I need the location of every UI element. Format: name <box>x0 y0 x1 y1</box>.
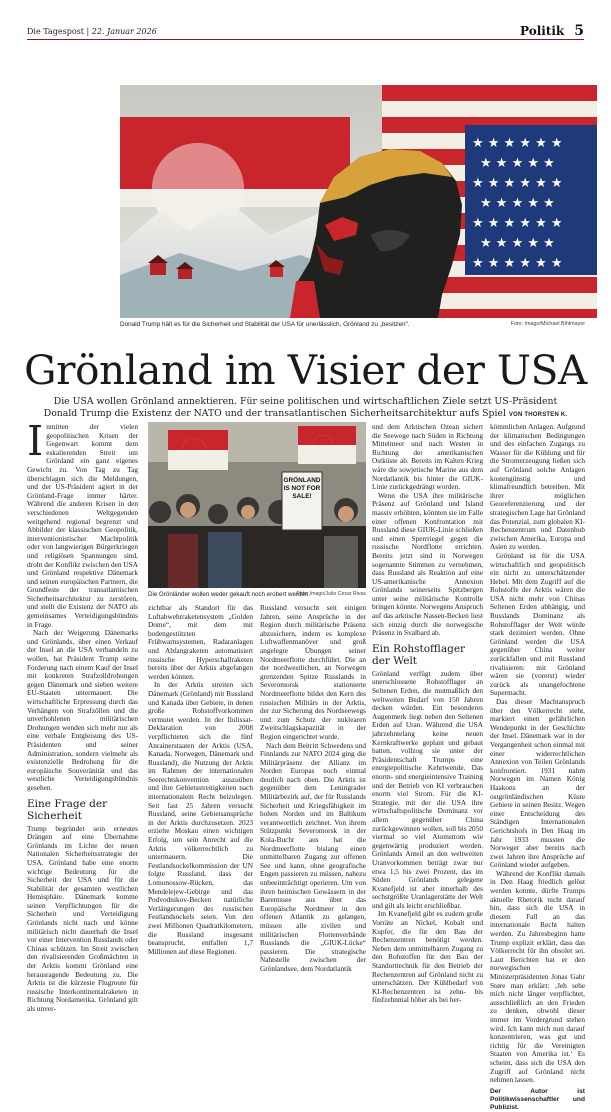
subheading: Eine Frage der Sicherheit <box>27 797 108 822</box>
photo2-caption <box>148 591 366 598</box>
paragraph: In der Arktis streiten sich Dänemark (Grönland) mit Russland und Kanada über Gebiete, in denen große Rohstoffvorkommen vermutet werden. In der Ilulissat-Deklaration von 2008 verpflichteten sich die fünf Anrainerstaaten der Arktis (USA, Kanada, Norwegen, Dänemark und Russland), die Nutzung der Arktis im Rahmen der internationalen Seerechtskonvention auszuüben und ihre Gebietsstreitigkeiten nach internationalem Recht beizulegen. Seit fast 25 Jahren versucht Russland, seine Gebietsansprüche in der Arktis durchzusetzen. 2023 erzielte Moskau einen wichtigen Erfolg, um sein Anrecht auf die Arktis völkerrechtlich zu untermauern. Die Festlandsockelkommission der UN folgte Russland, dass der Lomonossow-Rücken, das Mendelejew-Gebirge und das Podvodnikov-Becken natürliche Verlängerungen des russischen Festlandsockels seien. Von den zwei Millionen Quadratkilometern, die Russland insgesamt beansprucht, entfallen 1,7 Millionen auf diese Regionen. <box>148 680 253 956</box>
byline: VON THORSTEN K. <box>508 411 568 418</box>
lead-paragraph: Inmitten der vielen geopolitischen Krisen der Gegenwart kommt dem eskalierenden Streit um Grönland ein ganz eigenes Gewicht zu. Von Tag zu Tag überschlagen sich die Meldungen, und der US-Präsident agiert in der Grönland-Frage immer härter. Während die anderen Krisen in den verschiedenen Weltgegenden weitgehend regional begrenzt und Abbilder der klassischen Geopolitik, interventionistischer Machtpolitik oder von langwierigen Bürgerkriegen und religiösen Spannungen sind, droht der Konflikt zwischen den USA und Grönland respektive Dänemark und seinen europäischen Partnern, die Grundfeste der transatlantischen Sicherheitsarchitektur zu zerstören, und stellt die Existenz der NATO als gemeinsames Verteidigungsbündnis in Frage. <box>27 417 138 629</box>
dropcap: I <box>27 417 44 465</box>
paragraph: Grönland ist für die USA wirtschaftlich und geopolitisch ein nicht zu unterschätzender Hebel. Mit dem Zugriff auf die Rohstoffe der Arktis wären die USA nicht mehr von Chinas Seltenen Erden abhängig, und Russlands Dominanz als Rohstofflager der Welt würde stark dezimiert werden. Ohne Grönland werden die USA gegenüber China weiter zurückfallen und mit Russland rivalisieren: mit Grönland wären sie (vorerst) wieder zurück als unangefochtene Supermacht. <box>490 550 585 698</box>
column-2 <box>148 603 253 956</box>
header-rule <box>27 39 584 40</box>
column-5 <box>490 422 585 1111</box>
headline: Grönland im Visier der USA <box>24 346 587 394</box>
section-name: Politik <box>520 24 565 38</box>
paragraph: Das dieser Machtanspruch über den Völkerrecht steht, markiert einen gefährlichen Wendepunkt in der Geschichte der Insel. Dänemark war in der Vergangenheit schon einmal mit einer widerrechtlichen Annexion von Teilen Grönlands konfrontiert. 1931 nahm Norwegen im Namen König Haakons an der ostgrönländischen Küste Gebiete in seinen Besitz. Wegen einer Entscheidung des Ständigen Internationalen Gerichtshofs in Den Haag im Jahr 1933 mussten die Norweger aber bereits nach zwei Jahren ihre Ansprüche auf Grönland wieder aufgeben. <box>490 697 585 870</box>
paragraph: kömmlichen Anlagen. Aufgrund der klimatischen Bedingungen und des einfachen Zugangs zu Wasser für die Kühlung und für die Stromerzeugung ließen sich auf Grönland solche Anlagen kostengünstig und klimafreundlich betreiben. Mit ihrer möglichen Georeferenzierung und der strategischen Lage hat Grönland das Potenzial, zum globalen KI-Rechenzentrum und Datenhub zwischen Amerika, Europa und Asien zu werden. <box>490 422 585 552</box>
column-1 <box>27 417 138 1013</box>
subheading: Ein Rohstofflager der Welt <box>372 642 466 667</box>
hero-illustration <box>120 85 597 318</box>
column-3 <box>260 603 366 973</box>
publication-name: Die Tagespost <box>27 27 84 36</box>
paragraph: Russland versucht seit einigen Jahren, seine Ansprüche in der Region durch militärische Präsenz abzusichern, indem es komplexe Luftwaffenmanöver und groß angelegte Übungen seiner Nordmeerflotte durchführt. Die an der nordwestlichen, an Norwegen grenzenden Spitze Russlands in Severomorsk stationierte Nordmeerflotte bildet den Kern des russischen Militärs in der Arktis, der zur Sicherung des Nordseewegs und zum Schutz der nuklearen Zweitschlagskapazität in der Region eingerichtet wurde. <box>260 603 366 741</box>
hero-caption <box>120 321 585 328</box>
deck-text: Die USA wollen Grönland annektieren. Für seine politischen und wirtschaftlichen Ziele setzt US-Präsident Donald Trump die Existenz der NATO und der transatlantischen Sicherheitsarchitektur aufs Spiel <box>43 396 558 419</box>
hero-caption-text: Donald Trump hält es für die Sicherheit und Stabilität der USA für unerlässlich, Grönland zu „besitzen“. <box>120 321 410 328</box>
paragraph: Wenn die USA ihre militärische Präsenz auf Grönland und Island massiv erhöhten, könnten sie im Falle einer offenen Konfrontation mit Russland diese GIUK-Linie schließen und einen Sperrriegel gegen die russische Nordflotte errichten. Bereits jetzt sind in Norwegen sogenannte Stimmen zu vernehmen, dass Russland als Reaktion auf eine US-amerikanische Annexion Grönlands seinerseits Spitzbergen unter seine militärische Kontrolle bringen könnte. Norwegens Anspruch auf das arktische Nassen-Becken liest sich einzig durch die norwegische Präsenz in Svalbard ab. <box>372 490 483 638</box>
page-number: 5 <box>574 23 584 39</box>
paragraph: Während der Konflikt damals in Den Haag friedlich gelöst werden konnte, dürfte Trumps aktuelle Rhetorik nicht darauf hin, dass sich die USA in diesem Fall an das internationale Recht halten werden. Zu Jahresbeginn hatte Trump explizit erklärt, dass das Völkerrecht für ihn obsolet sei. Laut Berichten hat er den norwegischen Ministerpräsidenten Jonas Gahr Støre man erklärt: ‚Jeh sehe mich nicht länger verpflichtet, ausschließlich an den Frieden zu denken, obwohl dieser immer im Vordergrund stehen wird. Ich kann mich nun darauf konzentrieren, was gut und richtig für die Vereinigten Staaten von Amerika ist.‘ Es scheint, dass sich die USA den Zugriff auf Grönland nicht nehmen lassen. <box>490 868 585 1085</box>
column-4 <box>372 422 483 1005</box>
svg-text:★ ★ ★ ★ ★: ★ ★ ★ ★ ★ <box>480 196 555 211</box>
paragraph: Grönland verfügt zudem über unerschlossene Rohstofflager an Seltenen Erden, die mutmaßlich den weltweiten Bedarf von 150 Jahren decken würden. Ein besonderes Augenmerk liegt neben den Seltenen Erden auf Uran. Während die USA jahrzehntelang keine neuen Kernkraftwerke geplant und gebaut hatten, vollzog sie unter der Präsidentschaft Trumps eine energiepolitische Kehrtwende. Das enorm- und energieintensive Training und der Betrieb von KI verbrauchen enorm viel Strom. Für die KI-Strategie, mit der die USA ihre wirtschaftspolitische Dominanz vor allem gegenüber China zurückgewinnen wollen, soll bis 2050 viermal so viel Atomstrom wie gegenwärtig produziert werden. Grönlands Anteil an den weltweiten Uranvorkommen beträgt zwar nur etwa 1,5 bis zwei Prozent, das im Süden Grönlands gelegene Kvanefjeld ist aber innerhalb des sechstgrößte Uranlagerstätte der Welt und gilt als leicht erschließbar. <box>372 668 483 910</box>
issue-date: 22. Januar 2026 <box>91 27 157 36</box>
paragraph: und dem Arktischen Ozean sichert die Seewege nach Süden in Richtung Mittelmeer und nach Westen in Richtung der amerikanischen Ostküste ab. Bereits im Kalten Krieg wäre die sowjetische Marine aus dem Nordatlantik bis hinter die GIUK-Linie zurückgedrängt worden. <box>372 422 483 492</box>
section-header <box>520 23 584 39</box>
svg-text:★ ★ ★ ★ ★: ★ ★ ★ ★ ★ <box>480 156 555 171</box>
svg-text:★ ★ ★ ★ ★ ★: ★ ★ ★ ★ ★ ★ <box>472 136 563 151</box>
trump-flags-illustration <box>120 85 597 318</box>
svg-text:★ ★ ★ ★ ★: ★ ★ ★ ★ ★ <box>480 236 555 251</box>
paragraph: Trump begründet sein erneutes Drängen auf eine Übernahme Grönlands im Lichte der neuen Nationalen Sicherheitsstrategie der USA. Grönland habe eine enorm wichtige Bedeutung für die Sicherheit der USA und für die Stabilität der gesamten westlichen Hemisphäre. Dänemark komme seinen Verpflichtungen für die Sicherheit und Verteidigung Grönlands nicht nach und könne militärisch nicht dauerhaft die Insel vor einer Intervention Russlands oder Chinas schützen. Im Streit zwischen den rivalisierenden Großmächten in der Arktis kommt Grönland eine herausragende Bedeutung zu. Die Arktis ist die kürzeste Flugroute für russische Interkontinentalraketen in Richtung Nordamerika. Grönland gilt als unver- <box>27 823 138 1013</box>
protest-crowd-image <box>148 422 366 588</box>
svg-text:★ ★ ★ ★ ★ ★: ★ ★ ★ ★ ★ ★ <box>472 256 563 271</box>
protest-sign-text: GRÖNLAND IS NOT FOR SALE! <box>283 477 321 500</box>
paragraph: Nach der Weigerung Dänemarks und Grönlands, über einen Verkauf der Insel an die USA verhandeln zu wollen, hat Präsident Trump seine Forderung nach einem Kauf der Insel mit konkreten Strafzolldrohungen gegen Dänemark und sieben weitere EU-Staaten untermauert. Die wirtschaftliche Erpressung durch das Verhängen von Strafzöllen und die unverhohlenen militärischen Drohungen wenden sich mehr nur als eine verbale Entgleisung des US-Präsidenten und seiner Administration, sondern vielmehr als existenzielle Bedrohung für die europäische Souveränität und das westliche Verteidigungsbündnis gesehen. <box>27 628 138 792</box>
svg-text:★ ★ ★ ★ ★ ★: ★ ★ ★ ★ ★ ★ <box>472 176 563 191</box>
photo2-credit: Foto: Imago/Julio Cesar Rivas <box>296 591 366 597</box>
paragraph: Im Kvanefjeld gibt es zudem große Vorräte an Nickel, Kobalt und Kupfer, die für den Bau der Rechenzentren benötigt werden. Neben dem unmittelbaren Zugang zu den Rohstoffen für den Bau der Standorttechnik für den Betrieb der Rechenzentren auf Grönland nicht zu unterschätzen. Der Kühlbedarf von KI-Rechenzentren ist zehn- bis fünfzehnmal höher als bei her- <box>372 909 483 1005</box>
hero-photo-credit: Foto: Imago/Michael Bihlmayer <box>510 321 585 327</box>
paragraph: zichtbar als Standort für das Luftabwehrraketensystem „Golden Dome“, mit dem mit bodengestützten Frühwarnsystemen, Radaranlagen und Abfangraketen automatisiert russische Hyperschallraketen bereits über der Arktis abgefangen werden können. <box>148 603 253 681</box>
svg-text:★ ★ ★ ★ ★ ★: ★ ★ ★ ★ ★ ★ <box>472 216 563 231</box>
photo2-caption-text: Die Grönländer wollen weder gekauft noch erobert werden. <box>148 591 310 598</box>
author-note: Der Autor ist Politikwissenschaftler und Publizist. <box>490 1087 585 1111</box>
protest-photo <box>148 422 366 588</box>
paragraph: Nach dem Beitritt Schwedens und Finnlands zur NATO 2024 ging die Militärpräsenz der Allianz im Norden Europas noch einmal deutlich nach oben. Die Arktis ist gegenüber dem Leningrader Militärbezirk auf, der für Russlands Sicherheit und Kriegsfähigkeit im hohen Norden und im Baltikum verantwortlich zeichnet. Von ihrem Stützpunkt Severomorsk in der Kola-Bucht aus hat die Nordmeerflotte bislang einen unmittelbaren Zugang zur offenen See und kann, ohne geografische Engen passieren zu müssen, nahezu unbeeinträchtigt operieren. Um von ihren heimischen Gewässern in der Barentssee aus über das Europäische Nordmeer in den offenen Atlantik zu gelangen, müssen alle zivilen und militärischen Flottenverbände Russlands die „GIUK-Lücke“ passieren. Die strategische Nahtstelle zwischen der Grönlandsee, dem Nordatlantik <box>260 740 366 973</box>
masthead: Die Tagespost | 22. Januar 2026 <box>27 27 157 36</box>
